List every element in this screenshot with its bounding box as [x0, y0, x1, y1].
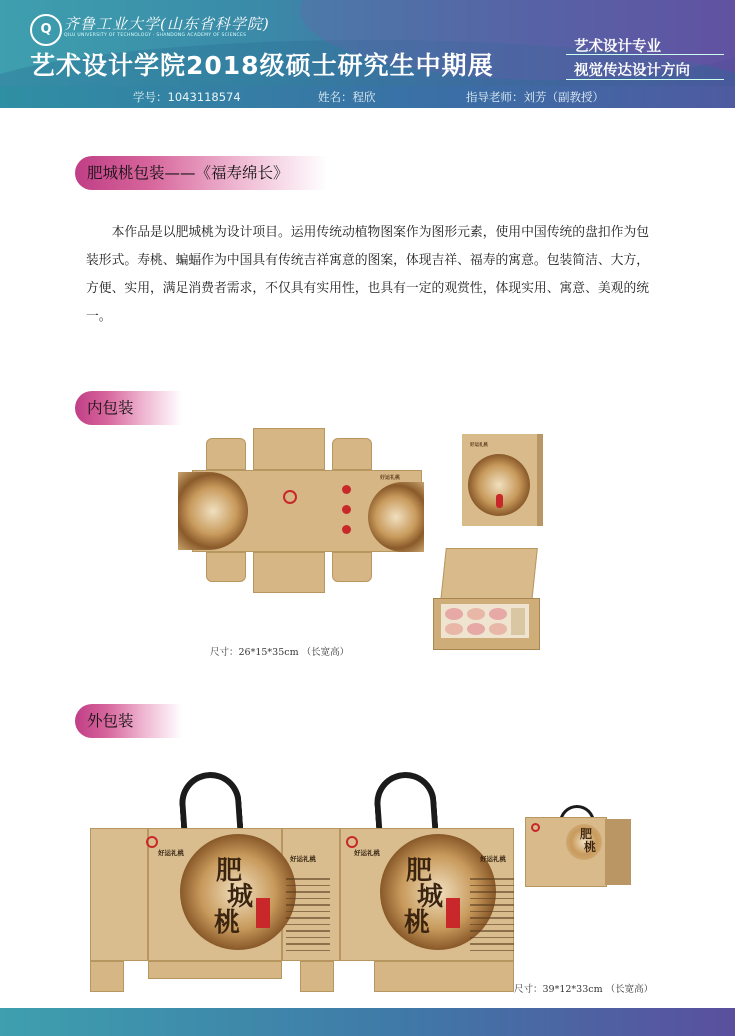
title-char: 桃 — [213, 908, 240, 938]
advisor: 指导老师：刘芳（副教授） — [466, 90, 604, 104]
footer-bar — [0, 1008, 735, 1036]
outer-packaging-label: 外包装 — [75, 704, 182, 738]
student-name: 姓名：程欣 — [318, 90, 376, 104]
bottom-flap — [148, 961, 282, 979]
peach-icon — [467, 623, 485, 635]
dieline-flap — [332, 438, 372, 470]
brand-text: 好运礼桃 — [354, 849, 380, 857]
dieline-flap — [206, 552, 246, 582]
title-char: 肥 — [405, 856, 432, 886]
description-text: 本作品是以肥城桃为设计项目。运用传统动植物图案作为图形元素，使用中国传统的盘扣作为包装形式。寿桃、蝙蝠作为中国具有传统吉祥寓意的图案，体现吉祥、福寿的寓意。包装简洁、大方，方便、实用，满足消费者需求，不仅具有实用性，也具有一定的观赏性，体现实用、寓意、美观的统一。 — [86, 225, 650, 324]
seal-icon — [531, 823, 540, 832]
bottom-flap — [374, 961, 514, 992]
straw-filler — [511, 608, 525, 635]
red-tag-icon — [256, 898, 270, 928]
bag-front — [525, 817, 607, 887]
title-char: 城 — [416, 882, 443, 912]
title-char: 城 — [226, 882, 253, 912]
major-box — [566, 32, 724, 80]
tray-inner — [441, 604, 529, 638]
peach-icon — [445, 608, 463, 620]
direction-text: 视觉传达设计方向 — [574, 63, 690, 79]
red-tag-icon — [446, 898, 460, 928]
tassel-icon — [496, 494, 503, 508]
bag-side — [605, 819, 631, 885]
side-panel — [90, 828, 148, 961]
dieline-flap — [332, 552, 372, 582]
dieline-flap — [206, 438, 246, 470]
button-knot-icon — [342, 505, 351, 514]
brand-text: 好运礼桃 — [470, 443, 488, 448]
button-knot-icon — [342, 525, 351, 534]
ingredient-text-lines — [470, 878, 514, 956]
bottom-flap — [90, 961, 124, 992]
student-id: 学号：1043118574 — [133, 90, 241, 104]
university-name-en: QILU UNIVERSITY OF TECHNOLOGY · SHANDONG ACADEMY OF SCIENCES — [64, 33, 247, 38]
peach-icon — [445, 623, 463, 635]
project-description — [86, 219, 656, 331]
bag-title-char: 桃 — [584, 840, 597, 854]
button-knot-icon — [342, 485, 351, 494]
outer-dieline-image — [90, 770, 514, 992]
shopping-bag-mockup — [525, 805, 631, 885]
tray-mockup — [433, 548, 538, 653]
seal-icon — [283, 490, 297, 504]
tray-lid — [440, 548, 538, 602]
university-name: 齐鲁工业大学(山东省科学院) — [64, 15, 270, 33]
brand-text: 好运礼桃 — [158, 849, 184, 857]
inner-dieline-image — [192, 428, 422, 593]
ingredient-text-lines — [286, 878, 330, 956]
brand-text: 好运礼桃 — [480, 855, 506, 863]
peach-icon — [489, 623, 507, 635]
seal-icon — [146, 836, 158, 848]
inner-size-text: 尺寸：26*15*35cm （长宽高） — [210, 647, 350, 658]
bottom-flap — [300, 961, 334, 992]
dieline-flap — [253, 552, 325, 593]
inner-packaging-label: 内包装 — [75, 391, 182, 425]
brand-text: 好运礼桃 — [380, 475, 401, 481]
project-title: 肥城桃包装——《福寿绵长》 — [75, 156, 327, 190]
peach-icon — [467, 608, 485, 620]
brand-text: 好运礼桃 — [290, 855, 316, 863]
title-char: 桃 — [403, 908, 430, 938]
inner-box-mockup — [462, 434, 543, 526]
university-logo-icon: Q — [30, 14, 62, 46]
peach-icon — [489, 608, 507, 620]
page-title: 艺术设计学院2018级硕士研究生中期展 — [30, 51, 494, 80]
seal-icon — [346, 836, 358, 848]
bag-title-char: 肥 — [580, 827, 593, 841]
outer-size-text: 尺寸：39*12*33cm （长宽高） — [514, 984, 654, 995]
header-banner — [0, 0, 735, 108]
title-char: 肥 — [215, 856, 242, 886]
dieline-flap — [253, 428, 325, 470]
major-text: 艺术设计专业 — [574, 39, 661, 55]
